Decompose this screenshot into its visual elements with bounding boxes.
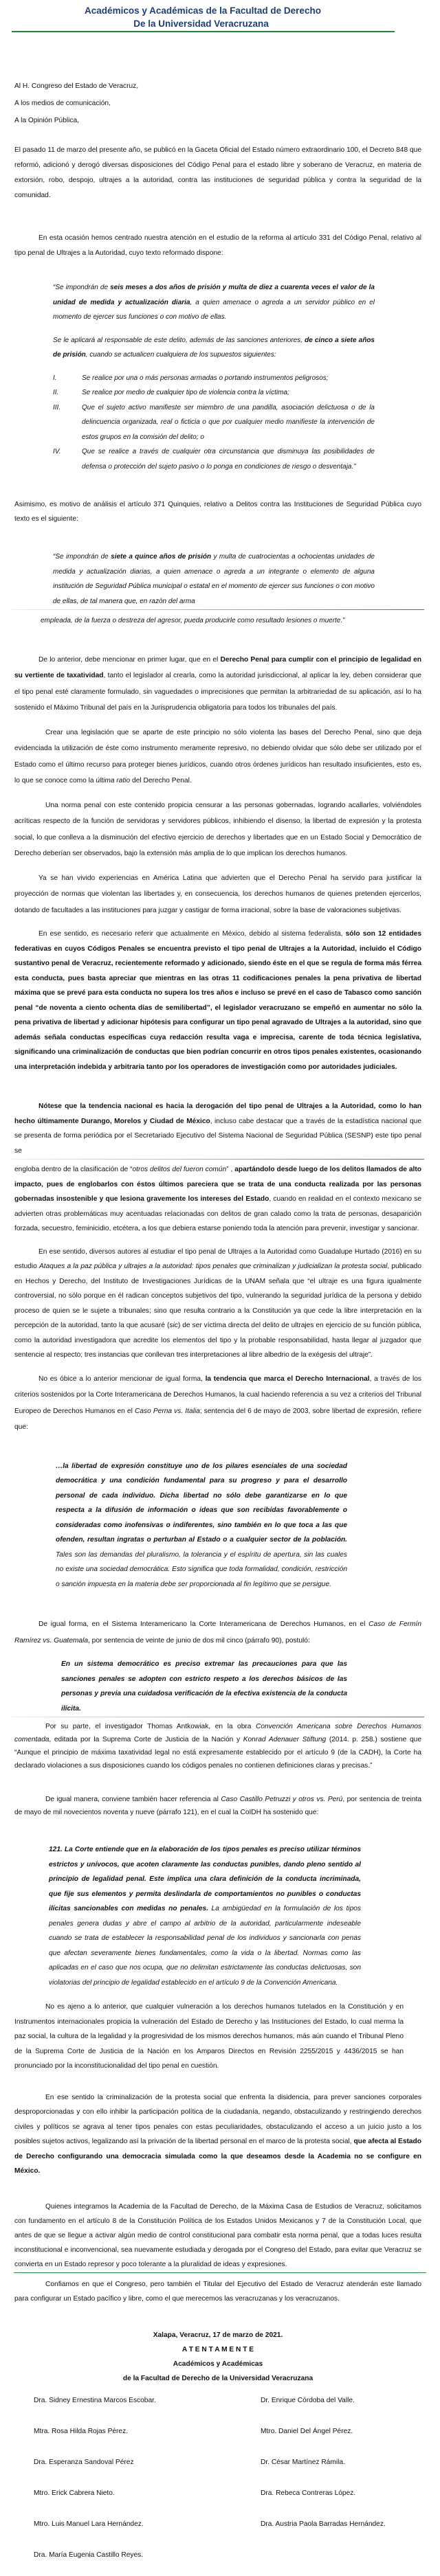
letterhead-title: Académicos y Académicas de la Facultad de Derecho xyxy=(85,5,321,16)
signing-org-2: de la Facultad de Derecho de la Universidad Veracruzana xyxy=(122,2375,314,2382)
list-item: IV. Que se realice a través de cualquier otra circunstancia que disminuya las posibilidades de defensa o protección del sujeto pasivo o lo ponga en condiciones de riesgo o desventaja.” xyxy=(53,448,375,471)
signatory: Mtro. Daniel Del Ángel Pérez. xyxy=(261,2428,353,2435)
article-371-intro: Asimismo, es motivo de análisis el artículo 371 Quinquies, relativo a Delitos contra las Instituciones de Seguridad Pública cuyo texto es el siguiente: xyxy=(14,501,421,523)
perna-quote: …la libertad de expresión constituye uno de los pilares esenciales de una sociedad democrática y una condición fundamental para su progreso y para el desarrollo personal de cada individuo. Dicha libertad no sólo debe garantizarse en lo que respecta a la difusión de información o ideas que son recibidas favorablemente o consideradas como inofensivas o indiferentes, sino también en lo que toca a las que ofenden, resultan ingratas o perturban al Estado o a cualquier sector de la población. Tales son las demandas del pluralismo, la tolerancia y el espíritu de apertura, sin las cuales no existe una sociedad democrática. Esto significa que toda formalidad, condición, restricción o sanción impuesta en la materia debe ser proporcionada al fin legítimo que se persigue. xyxy=(56,1462,347,1588)
signatory: Dra. Sidney Ernestina Marcos Escobar. xyxy=(34,2397,156,2404)
signatories xyxy=(14,2394,421,2562)
list-item: III. Que el sujeto activo manifieste ser miembro de una pandilla, asociación delictuosa o de la delincuencia organizada, real o ficticia o que por cualquier medio manifieste la intervención de estos grupos en la comisión del delito; o xyxy=(53,403,375,441)
signing-org: Académicos y Académicas xyxy=(173,2360,263,2368)
place-date: Xalapa, Veracruz, 17 de marzo de 2021. xyxy=(153,2331,283,2339)
list-item: I. Se realice por una o más personas armadas o portando instrumentos peligrosos; xyxy=(53,374,329,382)
fermin-ramirez-quote: En un sistema democrático es preciso extremar las precauciones para que las sanciones penales se adopten con estricto respeto a los derechos básicos de las personas y previa una cuidadosa verificación de la efectiva existencia de la conducta ilícita. xyxy=(61,1660,347,1713)
salutation-line: Al H. Congreso del Estado de Veracruz, xyxy=(14,82,139,90)
signatory: Mtra. Rosa Hilda Rojas Pérez. xyxy=(34,2428,129,2435)
body-paragraph: En ese sentido la criminalización de la protesta social que enfrenta la disidencia, para prever sanciones corporales desproporcionadas y con ello inhibir la participación política de la ciudadanía, negando, obstaculizando y restringiendo derechos civiles y políticos se agrava al tener tipos penales con estas peculiaridades, obstaculizando el acceso a un juicio justo a los posibles sujetos activos, legalizando así la privación de la libertad personal en el marco de la protesta social, que afecta al Estado de Derecho configurando una democracia simulada como la que deseamos desde la Academia no se configure en México. xyxy=(14,2093,421,2175)
body-paragraph: engloba dentro de la clasificación de “otros delitos del fueron común” , apartándolo desde luego de los delitos llamados de alto impacto, pues de englobarlos con éstos últimos pareciera que se trata de una conducta realizada por las personas gobernadas insostenible y que lesiona gravemente los intereses del Estado, cuando en realidad en el contexto mexicano se advierten otras problemáticas muy acentuadas relacionadas con delitos de gran calado como la trata de personas, desaparición forzada, secuestro, feminicidio, etcétera, a los que debiera estarse poniendo toda la atención para prevenir, investigar y sancionar. xyxy=(14,1166,422,1232)
article-331-quote: “Se impondrán de seis meses a dos años de prisión y multa de diez a cuarenta veces el valor de la unidad de medida y actualización diaria, a quien amenace o agreda a un servidor público en el momento de ejercer sus funciones o con motivo de ellas. Se le aplicará al responsable de este delito, además de las sanciones anteriores, de cinco a siete años de prisión, cuando se actualicen cualquiera de los supuestos siguientes: I. Se realice por una o más personas armadas o portando instrumentos peligrosos; II. Se realice por medio de cualquier tipo de violencia contra la víctima; III. Que el sujeto activo manifieste ser miembro de una pandilla, asociación delictuosa o de la delincuencia organizada, real o ficticia o que por cualquier medio manifieste la intervención de estos grupos en la comisión del delito; o IV. Que se realice a través de cualquier otra circunstancia que disminuya las posibilidades de defensa o protección del sujeto pasivo o lo ponga en condiciones de riesgo o desventaja.” xyxy=(14,280,421,474)
signatory: Dra. Esperanza Sandoval Pérez xyxy=(34,2459,134,2466)
article-371-quote: “Se impondrán de siete a quince años de prisión y multa de cuatrocientas a ochocientas unidades de medida y actualización diarias, a quien amenace o agreda a un integrante o elemento de alguna institución de Seguridad Pública municipal o estatal en el momento de ejercer sus funciones o con motivo de ellas, de tal manera que, en razón del arma xyxy=(53,553,375,605)
body-paragraph: Una norma penal con este contenido propicia censurar a las personas gobernadas, logrando acallarles, volviéndoles acríticas respecto de la función de servidoras y servidores públicos, inhibiendo el disenso, la libertad de expresión y la protesta social, lo que conlleva a la disminución del efectivo ejercicio de derechos y libertades que en un Estado Social y Democrático de Derecho deberían ser observados, bajo la extensión más amplia de lo que implican los derechos humanos. xyxy=(14,801,421,857)
body-paragraph: En ese sentido, diversos autores al estudiar el tipo penal de Ultrajes a la Autoridad como Guadalupe Hurtado (2016) en su estudio Ataques a la paz pública y ultrajes a la autoridad: tipos penales que criminalizan y judicializan la protesta social, publicado en Hechos y Derecho, del Instituto de Investigaciones Jurídicas de la UNAM señala que “el ultraje es una figura igualmente controversial, no sólo porque en él radican conceptos subjetivos del tipo, vulnerando la seguridad jurídica de la persona y debido proceso de quien se le sujete a tribunales; sino que resulta contrario a la Constitución ya que cede la libre interpretación en la percepción de la autoridad, tanto la que acusaré (sic) de ser víctima directa del delito de ultrajes en ejercicio de su función pública, como la autoridad investigadora que acredite los elementos del tipo y la probable responsabilidad, hasta llegar al juzgador que sentencie al respecto; tres instancias que conllevan tres interpretaciones al libre albedrio de la exégesis del ultraje”. xyxy=(14,1247,421,1359)
page-break-divider xyxy=(14,2272,426,2274)
body-paragraph: En ese sentido, es necesario referir que actualmente en México, debido al sistema federalista, sólo son 12 entidades federativas en cuyos Códigos Penales se encuentra previsto el tipo penal de Ultrajes a la Autoridad, incluido el Código sustantivo penal de Veracruz, recientemente reformado y adicionado, siendo éste en el que se regula de forma más férrea esta conducta, pues basta apreciar que mientras en las otras 11 codificaciones penales la pena privativa de libertad máxima que se prevé para esta conducta no supera los tres años e incluso se prevé en el caso de Tabasco como sanción penal “de noventa a ciento ochenta días de semilibertad”, el legislador veracruzano se empeñó en aumentar no sólo la pena privativa de libertad y adicionar hipótesis para configurar un tipo penal agravado de Ultrajes a la autoridad, sino que además señala conductas específicas cuya redacción resulta vaga e imprecisa, carente de toda técnica legislativa, significando una criminalización de conductas que bien podrían concurrir en otros tipos penales existentes, ocasionando una interpretación indebida y arbitraria tanto por los operadores de investigación como por autoridades judiciales. xyxy=(14,930,422,1071)
castillo-petruzzi-quote: 121. La Corte entiende que en la elaboración de los tipos penales es preciso utilizar términos estrictos y unívocos, que acoten claramente las conductas punibles, dando pleno sentido al principio de legalidad penal. Este implica una clara definición de la conducta incriminada, que fije sus elementos y permita deslindarla de comportamientos no punibles o conductas ilícitas sancionables con medidas no penales. La ambigüedad en la formulación de los tipos penales genera dudas y abre el campo al arbitrio de la autoridad, particularmente indeseable cuando se trata de establecer la responsabilidad penal de los individuos y sancionarla con penas que afectan severamente bienes fundamentales, como la vida o la libertad. Normas como las aplicadas en el caso que nos ocupa, que no delimitan estrictamente las conductas delictuosas, son violatorias del principio de legalidad establecido en el artículo 9 de la Convención Americana. xyxy=(49,1846,361,1987)
page-break-divider xyxy=(12,609,424,610)
signatory: Dra. Austria Paola Barradas Hernández. xyxy=(261,2520,386,2528)
body-paragraph: Nótese que la tendencia nacional es hacia la derogación del tipo penal de Ultrajes a la Autoridad, como lo han hecho últimamente Durango, Morelos y Ciudad de México, incluso cabe destacar que a través de la estadística nacional que se presenta de forma periódica por el Secretariado Ejecutivo del Sistema Nacional de Seguridad Pública (SESNP) este tipo penal se xyxy=(14,1103,422,1155)
salutation xyxy=(14,78,421,129)
intro-paragraph: El pasado 11 de marzo del presente año, se publicó en la Gaceta Oficial del Estado número extraordinario 100, el Decreto 848 que reformó, adicionó y derogó diversas disposiciones del Código Penal para el estado libre y soberano de Veracruz, en materia de extorsión, robo, despojo, ultrajes a la autoridad, contra las instituciones de seguridad pública y contra la seguridad de la comunidad. xyxy=(14,146,421,199)
letterhead-subtitle: De la Universidad Veracruzana xyxy=(133,19,269,29)
signatory: Dra. Rebeca Contreras López. xyxy=(261,2489,356,2497)
article-331-fractions xyxy=(14,371,421,475)
signatory: Dr. César Martínez Rámila. xyxy=(261,2459,345,2466)
body-paragraph: No es óbice a lo anterior mencionar de igual forma, la tendencia que marca el Derecho Internacional, a través de los criterios sostenidos por la Corte Interamericana de Derechos Humanos, la cual haciendo referencia a su vez a criterios del Tribunal Europeo de Derechos Humanos en el Caso Perna vs. Italia; sentencia del 6 de mayo de 2003, sobre libertad de expresión, refiere que: xyxy=(14,1375,422,1431)
article-371-quote-continued: empleada, de la fuerza o destreza del agresor, pueda producirle como resultado lesiones o muerte.” xyxy=(41,617,345,624)
salutation-line: A la Opinión Pública, xyxy=(14,117,80,124)
salutation-line: A los medios de comunicación, xyxy=(14,100,111,107)
list-item: II. Se realice por medio de cualquier tipo de violencia contra la víctima; xyxy=(53,389,289,396)
body-paragraph: De igual forma, en el Sistema Interamericano la Corte Interamericana de Derechos Humanos, en el Caso de Fermín Ramírez vs. Guatemala, por sentencia de veinte de junio de dos mil cinco (párrafo 90), postuló: xyxy=(14,1620,421,1645)
body-paragraph: No es ajeno a lo anterior, que cualquier vulneración a los derechos humanos tutelados en la Constitución y en Instrumentos internacionales propicia la vulneración del Estado de Derecho y las Instituciones del Estado, lo cual merma la paz social, la cultura de la legalidad y la progresividad de los mismos derechos humanos, más aún cuando el Tribunal Pleno de la Suprema Corte de Justicia de la Nación en los Amparos Directos en Revisión 2255/2015 y 4436/2015 se han pronunciado por la inconstitucionalidad del tipo penal en cuestión. xyxy=(14,2003,404,2070)
body-paragraph: Por su parte, el investigador Thomas Antkowiak, en la obra Convención Americana sobre Derechos Humanos comentada, editada por la Suprema Corte de Justicia de la Nación y Konrad Adenauer Stiftung (2014. p. 258.) sostiene que “Aunque el principio de máxima taxatividad legal no está expresamente establecido por el artículo 9 (de la CADH), la Corte ha declarado violaciones a sus disposiciones cuando los códigos penales no contienen definiciones claras y precisas.” xyxy=(14,1723,422,1770)
body-paragraph: Confiamos en que el Congreso, pero también el Titular del Ejecutivo del Estado de Veracruz atenderán este llamado para configurar un Estado pacífico y libre, como el que merecemos las veracruzanas y los veracruzanos. xyxy=(14,2281,421,2303)
body-paragraph: Crear una legislación que se aparte de este principio no sólo violenta las bases del Derecho Penal, sino que deja evidenciada la utilización de éste como instrumento meramente represivo, no debiendo olvidar que sólo debe ser utilizado por el Estado como el último recurso para proteger bienes jurídicos, cuando otros órdenes jurídicos han resultado insuficientes, esto es, lo que se conoce como la última ratio del Derecho Penal. xyxy=(14,728,421,784)
atentamente: A T E N T A M E N T E xyxy=(182,2346,254,2353)
closing-block xyxy=(14,2328,421,2386)
body-paragraph: De lo anterior, debe mencionar en primer lugar, que en el Derecho Penal para cumplir con el principio de legalidad en su vertiente de taxatividad, tanto el legislador al crearla, como la autoridad jurisdiccional, al aplicar la ley, deben considerar que el tipo penal esté claramente formulado, sin vaguedades o imprecisiones que permitan la arbitrariedad de su aplicación, así lo ha sostenido el Máximo Tribunal del país en la Jurisprudencia obligatoria para todos los tribunales del país. xyxy=(14,655,421,712)
header-divider xyxy=(12,31,395,32)
page-break-divider xyxy=(12,1159,424,1160)
signatory: Mtro. Erick Cabrera Nieto. xyxy=(34,2489,115,2497)
letterhead xyxy=(0,0,440,30)
body-paragraph: Ya se han vivido experiencias en América Latina que advierten que el Derecho Penal ha servido para justificar la proyección de normas que violentan las libertades y, en consecuencia, los derechos humanos de quienes pretenden ejercerlos, dotando de facultades a las instituciones para juzgar y castigar de forma irracional, sobre la base de valoraciones subjetivas. xyxy=(14,874,421,914)
signatory: Dra. María Eugenia Castillo Reyes. xyxy=(34,2551,144,2559)
intro-paragraph-2: En esta ocasión hemos centrado nuestra atención en el estudio de la reforma al artículo 331 del Código Penal, relativo al tipo penal de Ultrajes a la Autoridad, cuyo texto reformado dispone: xyxy=(14,234,421,257)
body-paragraph: De igual manera, conviene también hacer referencia al Caso Castillo Petruzzi y otros vs. Perú, por sentencia de treinta de mayo de mil novecientos noventa y nueve (párrafo 121), en el cual la CoIDH ha sostenido que: xyxy=(14,1796,421,1816)
letter-body xyxy=(0,78,440,609)
body-paragraph: Quienes integramos la Academia de la Facultad de Derecho, de la Máxima Casa de Estudios de Veracruz, solicitamos con fundamento en el artículo 8 de la Constitución Política de los Estados Unidos Mexicanos y 7 de la Constitución Local, que antes de que se llegue a activar algún medio de control constitucional para combatir esta norma penal, que a todas luces resulta inconstitucional e inconvencional, sea nuevamente estudiada y derogada por el Congreso del Estado, para evitar que Veracruz se convierta en un Estado represor y poco tolerante a la pluralidad de ideas y expresiones. xyxy=(14,2202,421,2268)
signatory: Mtro. Luis Manuel Lara Hernández. xyxy=(34,2520,144,2528)
signatory: Dr. Enrique Córdoba del Valle. xyxy=(261,2397,355,2404)
